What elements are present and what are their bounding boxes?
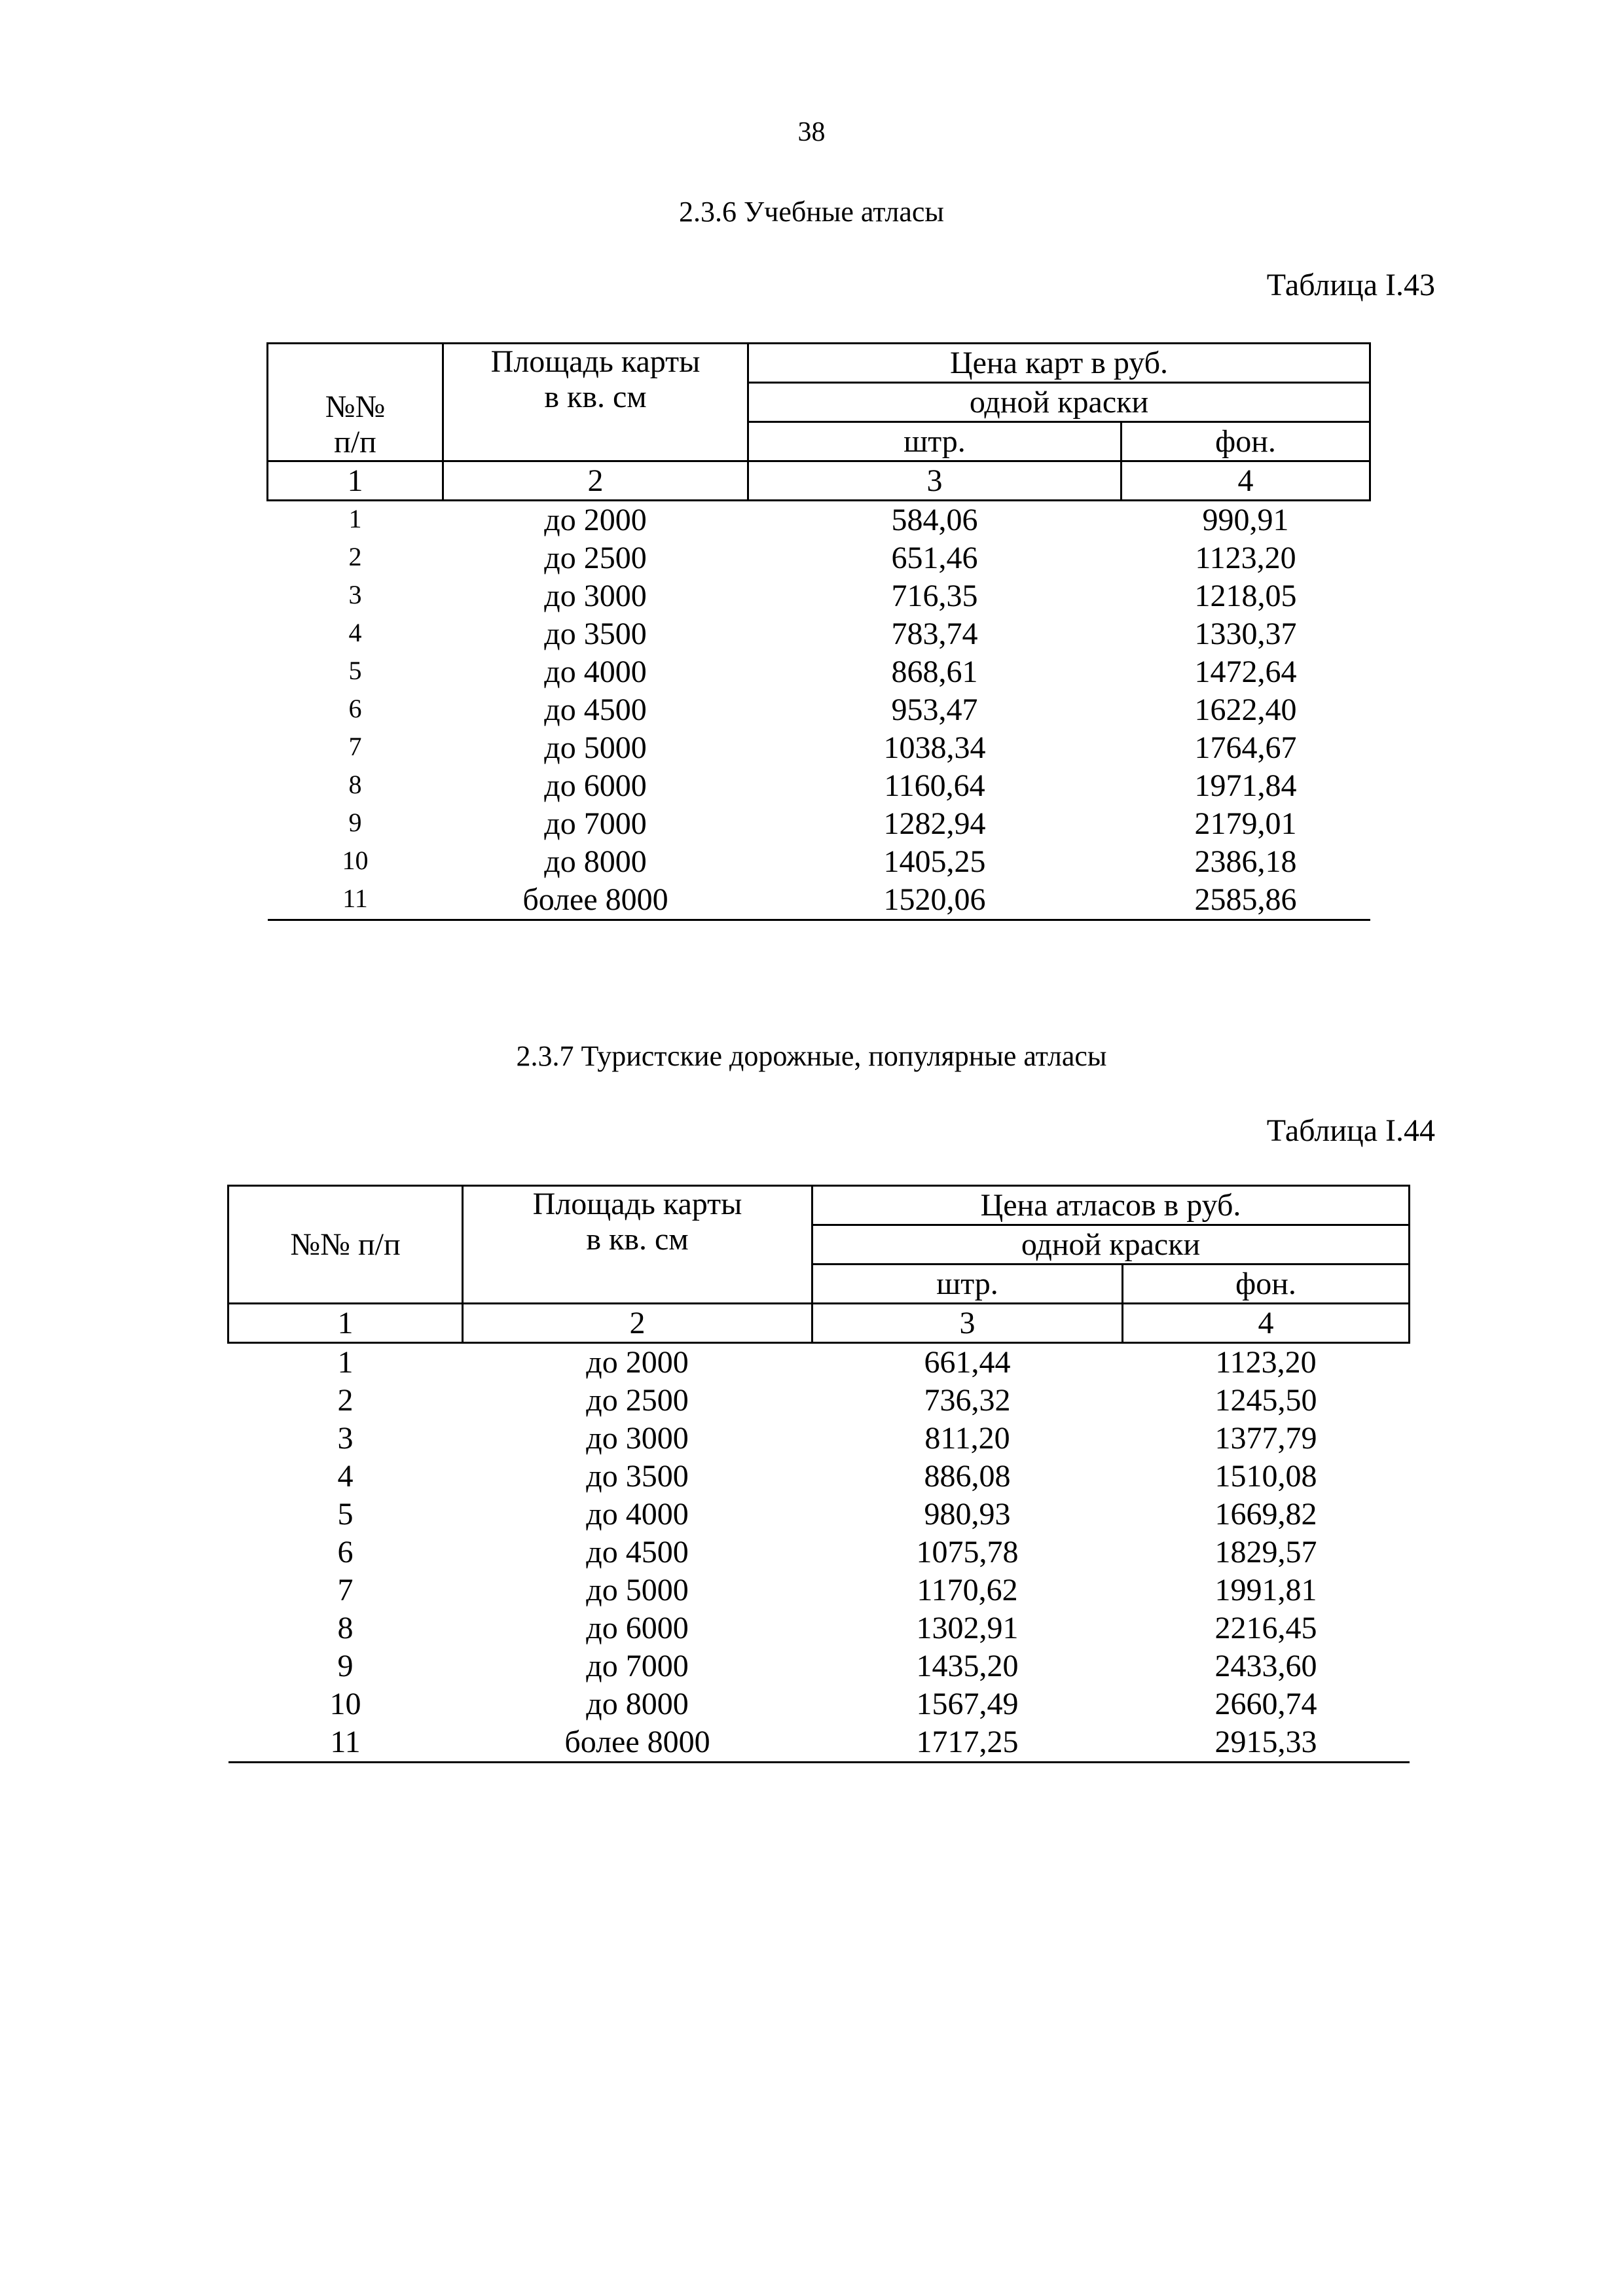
- cell-area: до 8000: [544, 844, 647, 879]
- header-col-shtr: штр.: [748, 422, 1122, 461]
- header-col-fon: фон.: [1123, 1265, 1410, 1304]
- header-one-color: одной краски: [748, 383, 1370, 422]
- cell-area: до 2000: [544, 503, 647, 537]
- cell-shtr: 1717,25: [812, 1723, 1123, 1763]
- section-title-2-3-6: 2.3.6 Учебные атласы: [679, 196, 944, 228]
- table-i43-header: [268, 344, 1370, 501]
- cell-num: 7: [337, 1573, 354, 1607]
- cell-area: более 8000: [443, 881, 748, 920]
- cell-shtr: 953,47: [891, 692, 978, 727]
- table-row: [228, 1496, 1410, 1534]
- section-title-2-3-7: 2.3.7 Туристские дорожные, популярные атласы: [516, 1040, 1107, 1072]
- cell-num: 5: [348, 656, 362, 685]
- cell-area: до 2000: [586, 1345, 689, 1380]
- cell-fon: 2386,18: [1194, 844, 1297, 879]
- cell-num: 8: [337, 1611, 354, 1645]
- table-row: [228, 1534, 1410, 1571]
- cell-num: 9: [348, 808, 362, 837]
- header-area: [443, 344, 748, 461]
- table-row: [228, 1571, 1410, 1609]
- cell-area: до 5000: [586, 1573, 689, 1607]
- cell-fon: 2216,45: [1214, 1611, 1317, 1645]
- cell-fon: 1123,20: [1195, 541, 1296, 575]
- cell-fon: 2433,60: [1214, 1649, 1317, 1683]
- cell-area: до 3000: [544, 579, 647, 613]
- table-i43: [266, 342, 1371, 921]
- cell-shtr: 1435,20: [916, 1649, 1019, 1683]
- header-area-line2: в кв. см: [586, 1222, 689, 1257]
- header-num-line1: №№: [325, 389, 386, 424]
- cell-area: до 6000: [586, 1611, 689, 1645]
- table-row: [268, 729, 1370, 767]
- table-row: [228, 1723, 1410, 1763]
- cell-area: более 8000: [463, 1723, 812, 1763]
- cell-shtr: 584,06: [891, 503, 978, 537]
- cell-num: 4: [348, 618, 362, 647]
- table-row: [268, 767, 1370, 805]
- table-row: [268, 843, 1370, 881]
- cell-fon: 1330,37: [1194, 617, 1297, 651]
- table-row: [228, 1685, 1410, 1723]
- header-idx-3: 3: [748, 461, 1122, 501]
- cell-num: 8: [348, 770, 362, 799]
- header-one-color: одной краски: [812, 1225, 1410, 1265]
- cell-fon: 1829,57: [1214, 1535, 1317, 1570]
- cell-shtr: 1567,49: [916, 1687, 1019, 1721]
- cell-num: 3: [337, 1421, 354, 1456]
- cell-fon: 1123,20: [1215, 1345, 1317, 1380]
- cell-num: 9: [337, 1649, 354, 1683]
- cell-area: до 7000: [544, 806, 647, 841]
- cell-shtr: 736,32: [924, 1383, 1011, 1418]
- cell-shtr: 1075,78: [916, 1535, 1019, 1570]
- cell-shtr: 980,93: [924, 1497, 1011, 1532]
- cell-area: до 3500: [586, 1459, 689, 1494]
- cell-fon: 990,91: [1202, 503, 1289, 537]
- cell-shtr: 716,35: [891, 579, 978, 613]
- table-row: [228, 1343, 1410, 1382]
- cell-num: 11: [268, 881, 443, 920]
- table-row: [228, 1420, 1410, 1458]
- table-row: [268, 653, 1370, 691]
- cell-num: 2: [348, 542, 362, 571]
- cell-num: 10: [342, 846, 369, 875]
- cell-area: до 7000: [586, 1649, 689, 1683]
- table-row: [228, 1382, 1410, 1420]
- cell-num: 11: [228, 1723, 463, 1763]
- cell-shtr: 1160,64: [884, 768, 985, 803]
- header-idx-2: 2: [443, 461, 748, 501]
- table-row: [268, 577, 1370, 615]
- cell-num: 1: [348, 504, 362, 533]
- table-i43-body: [268, 501, 1370, 920]
- cell-area: до 4500: [586, 1535, 689, 1570]
- cell-num: 7: [348, 732, 362, 761]
- cell-fon: 2179,01: [1194, 806, 1297, 841]
- table-row: [268, 691, 1370, 729]
- header-area-line2: в кв. см: [544, 380, 647, 414]
- cell-fon: 1377,79: [1214, 1421, 1317, 1456]
- header-idx-3: 3: [812, 1304, 1123, 1343]
- cell-fon: 1622,40: [1194, 692, 1297, 727]
- header-area-line1: Площадь карты: [532, 1187, 742, 1221]
- cell-fon: 2915,33: [1123, 1723, 1410, 1763]
- header-num-line2: п/п: [334, 425, 376, 459]
- table-row: [268, 615, 1370, 653]
- cell-num: 5: [337, 1497, 354, 1532]
- cell-area: до 2500: [544, 541, 647, 575]
- cell-fon: 1764,67: [1194, 730, 1297, 765]
- cell-shtr: 1170,62: [917, 1573, 1018, 1607]
- header-num: [268, 344, 443, 461]
- table-row: [268, 881, 1370, 920]
- cell-shtr: 886,08: [924, 1459, 1011, 1494]
- header-idx-4: 4: [1122, 461, 1370, 501]
- header-col-fon: фон.: [1122, 422, 1370, 461]
- header-idx-2: 2: [463, 1304, 812, 1343]
- cell-fon: 1472,64: [1194, 655, 1297, 689]
- header-price: Цена атласов в руб.: [812, 1186, 1410, 1225]
- cell-shtr: 1302,91: [916, 1611, 1019, 1645]
- cell-area: до 3500: [544, 617, 647, 651]
- cell-num: 10: [329, 1687, 361, 1721]
- header-area-line1: Площадь карты: [490, 344, 701, 379]
- cell-num: 6: [337, 1535, 354, 1570]
- header-col-shtr: штр.: [812, 1265, 1123, 1304]
- table-label-i43: Таблица I.43: [1266, 268, 1435, 302]
- cell-area: до 4500: [544, 692, 647, 727]
- cell-fon: 1669,82: [1214, 1497, 1317, 1532]
- cell-num: 4: [337, 1459, 354, 1494]
- cell-area: до 3000: [586, 1421, 689, 1456]
- cell-shtr: 868,61: [891, 655, 978, 689]
- header-price: Цена карт в руб.: [748, 344, 1370, 383]
- header-num: №№ п/п: [228, 1186, 463, 1304]
- cell-shtr: 651,46: [891, 541, 978, 575]
- cell-area: до 5000: [544, 730, 647, 765]
- table-row: [228, 1458, 1410, 1496]
- cell-shtr: 1038,34: [883, 730, 986, 765]
- cell-shtr: 661,44: [924, 1345, 1011, 1380]
- header-idx-4: 4: [1123, 1304, 1410, 1343]
- cell-fon: 1218,05: [1194, 579, 1297, 613]
- cell-area: до 8000: [586, 1687, 689, 1721]
- table-label-i44: Таблица I.44: [1266, 1113, 1435, 1148]
- cell-area: до 4000: [544, 655, 647, 689]
- cell-fon: 1510,08: [1214, 1459, 1317, 1494]
- table-row: [268, 539, 1370, 577]
- cell-fon: 1245,50: [1214, 1383, 1317, 1418]
- header-idx-1: 1: [228, 1304, 463, 1343]
- table-i44-header: [228, 1186, 1410, 1343]
- table-row: [268, 501, 1370, 540]
- table-i44-body: [228, 1343, 1410, 1763]
- table-row: [228, 1609, 1410, 1647]
- cell-area: до 4000: [586, 1497, 689, 1532]
- cell-area: до 6000: [544, 768, 647, 803]
- cell-fon: 2660,74: [1214, 1687, 1317, 1721]
- cell-num: 6: [348, 694, 362, 723]
- cell-num: 2: [337, 1383, 354, 1418]
- cell-shtr: 783,74: [891, 617, 978, 651]
- table-row: [268, 805, 1370, 843]
- cell-fon: 2585,86: [1122, 881, 1370, 920]
- cell-num: 3: [348, 580, 362, 609]
- page-number: 38: [797, 117, 826, 147]
- cell-num: 1: [337, 1345, 354, 1380]
- cell-shtr: 1405,25: [883, 844, 986, 879]
- cell-fon: 1991,81: [1214, 1573, 1317, 1607]
- cell-area: до 2500: [586, 1383, 689, 1418]
- header-idx-1: 1: [268, 461, 443, 501]
- cell-shtr: 1282,94: [883, 806, 986, 841]
- table-i44: [227, 1185, 1410, 1763]
- cell-shtr: 1520,06: [748, 881, 1122, 920]
- table-row: [228, 1647, 1410, 1685]
- cell-shtr: 811,20: [924, 1421, 1010, 1456]
- header-area: [463, 1186, 812, 1304]
- cell-fon: 1971,84: [1194, 768, 1297, 803]
